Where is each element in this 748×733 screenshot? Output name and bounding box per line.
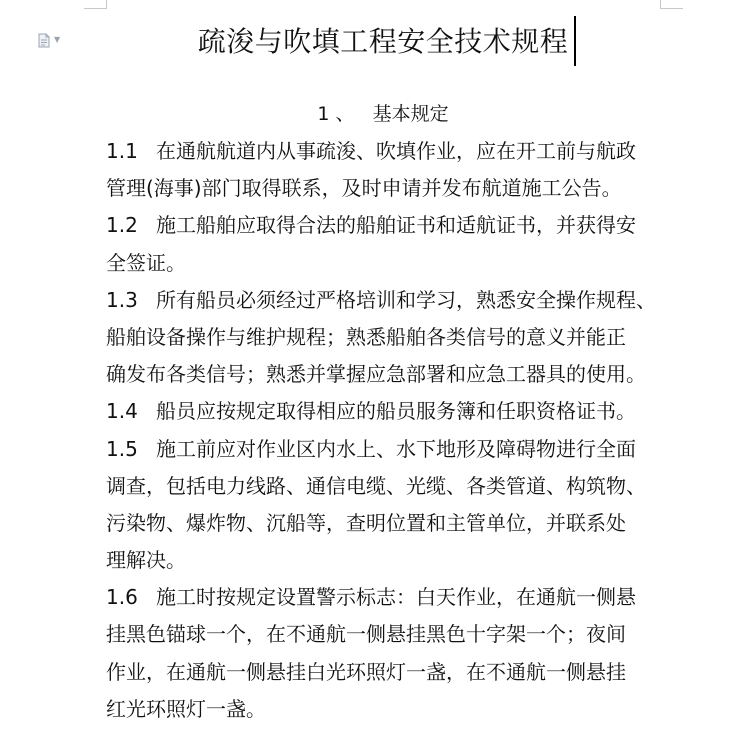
paragraph-number: 1.4 [106, 399, 138, 424]
section-label: 基本规定 [372, 103, 449, 125]
text-line[interactable] [106, 431, 666, 468]
text-line[interactable] [106, 579, 666, 616]
line-text: 船员应按规定取得相应的船员服务簿和任职资格证书。 [156, 399, 636, 424]
line-text: 全签证。 [106, 250, 186, 275]
text-line[interactable] [106, 356, 666, 393]
text-cursor [574, 16, 576, 66]
text-line[interactable] [106, 654, 666, 691]
line-text: 调查，包括电力线路、通信电缆、光缆、各类管道、构筑物、 [106, 473, 646, 498]
paragraph-number: 1.1 [106, 139, 138, 163]
margin-corner-top-right [660, 0, 683, 9]
text-line[interactable] [106, 133, 666, 170]
line-text: 理解决。 [106, 548, 186, 573]
line-text: 船舶设备操作与维护规程；熟悉船舶各类信号的意义并能正 [106, 324, 626, 349]
text-line[interactable] [106, 691, 666, 728]
text-line[interactable] [106, 170, 666, 207]
line-text: 施工船舶应取得合法的船舶证书和适航证书，并获得安 [156, 213, 636, 238]
text-line[interactable] [106, 393, 666, 430]
text-line[interactable] [106, 282, 666, 319]
paragraph-number: 1.5 [106, 436, 138, 461]
line-text: 作业，在通航一侧悬挂白光环照灯一盏，在不通航一侧悬挂 [106, 659, 626, 684]
paragraph-number: 1.3 [106, 287, 138, 312]
line-text: 施工时按规定设置警示标志：白天作业，在通航一侧悬 [156, 585, 636, 610]
text-line[interactable] [106, 616, 666, 653]
section-number: 1 、 [317, 103, 355, 125]
section-heading[interactable] [0, 99, 748, 129]
text-line[interactable] [106, 505, 666, 542]
line-text: 红光环照灯一盏。 [106, 696, 266, 721]
line-text: 挂黑色锚球一个，在不通航一侧悬挂黑色十字架一个；夜间 [106, 622, 626, 647]
document-title[interactable]: 疏浚与吹填工程安全技术规程 [197, 25, 569, 58]
caret-down-icon: ▼ [54, 35, 61, 44]
text-line[interactable] [106, 207, 666, 244]
line-text: 污染物、爆炸物、沉船等，查明位置和主管单位，并联系处 [106, 510, 626, 535]
text-line[interactable] [106, 319, 666, 356]
line-text: 管理(海事)部门取得联系，及时申请并发布航道施工公告。 [106, 176, 622, 201]
line-text: 确发布各类信号；熟悉并掌握应急部署和应急工器具的使用。 [106, 362, 646, 387]
text-line[interactable] [106, 245, 666, 282]
paragraph-number: 1.6 [106, 585, 138, 610]
line-text: 所有船员必须经过严格培训和学习，熟悉安全操作规程、 [156, 287, 656, 312]
paragraph-number: 1.2 [106, 213, 138, 238]
line-text: 施工前应对作业区内水上、水下地形及障碍物进行全面 [156, 436, 636, 461]
text-line[interactable] [106, 542, 666, 579]
document-body[interactable] [106, 133, 666, 728]
line-text: 在通航航道内从事疏浚、吹填作业，应在开工前与航政 [156, 139, 636, 163]
text-line[interactable] [106, 468, 666, 505]
margin-corner-top-left [84, 0, 107, 9]
